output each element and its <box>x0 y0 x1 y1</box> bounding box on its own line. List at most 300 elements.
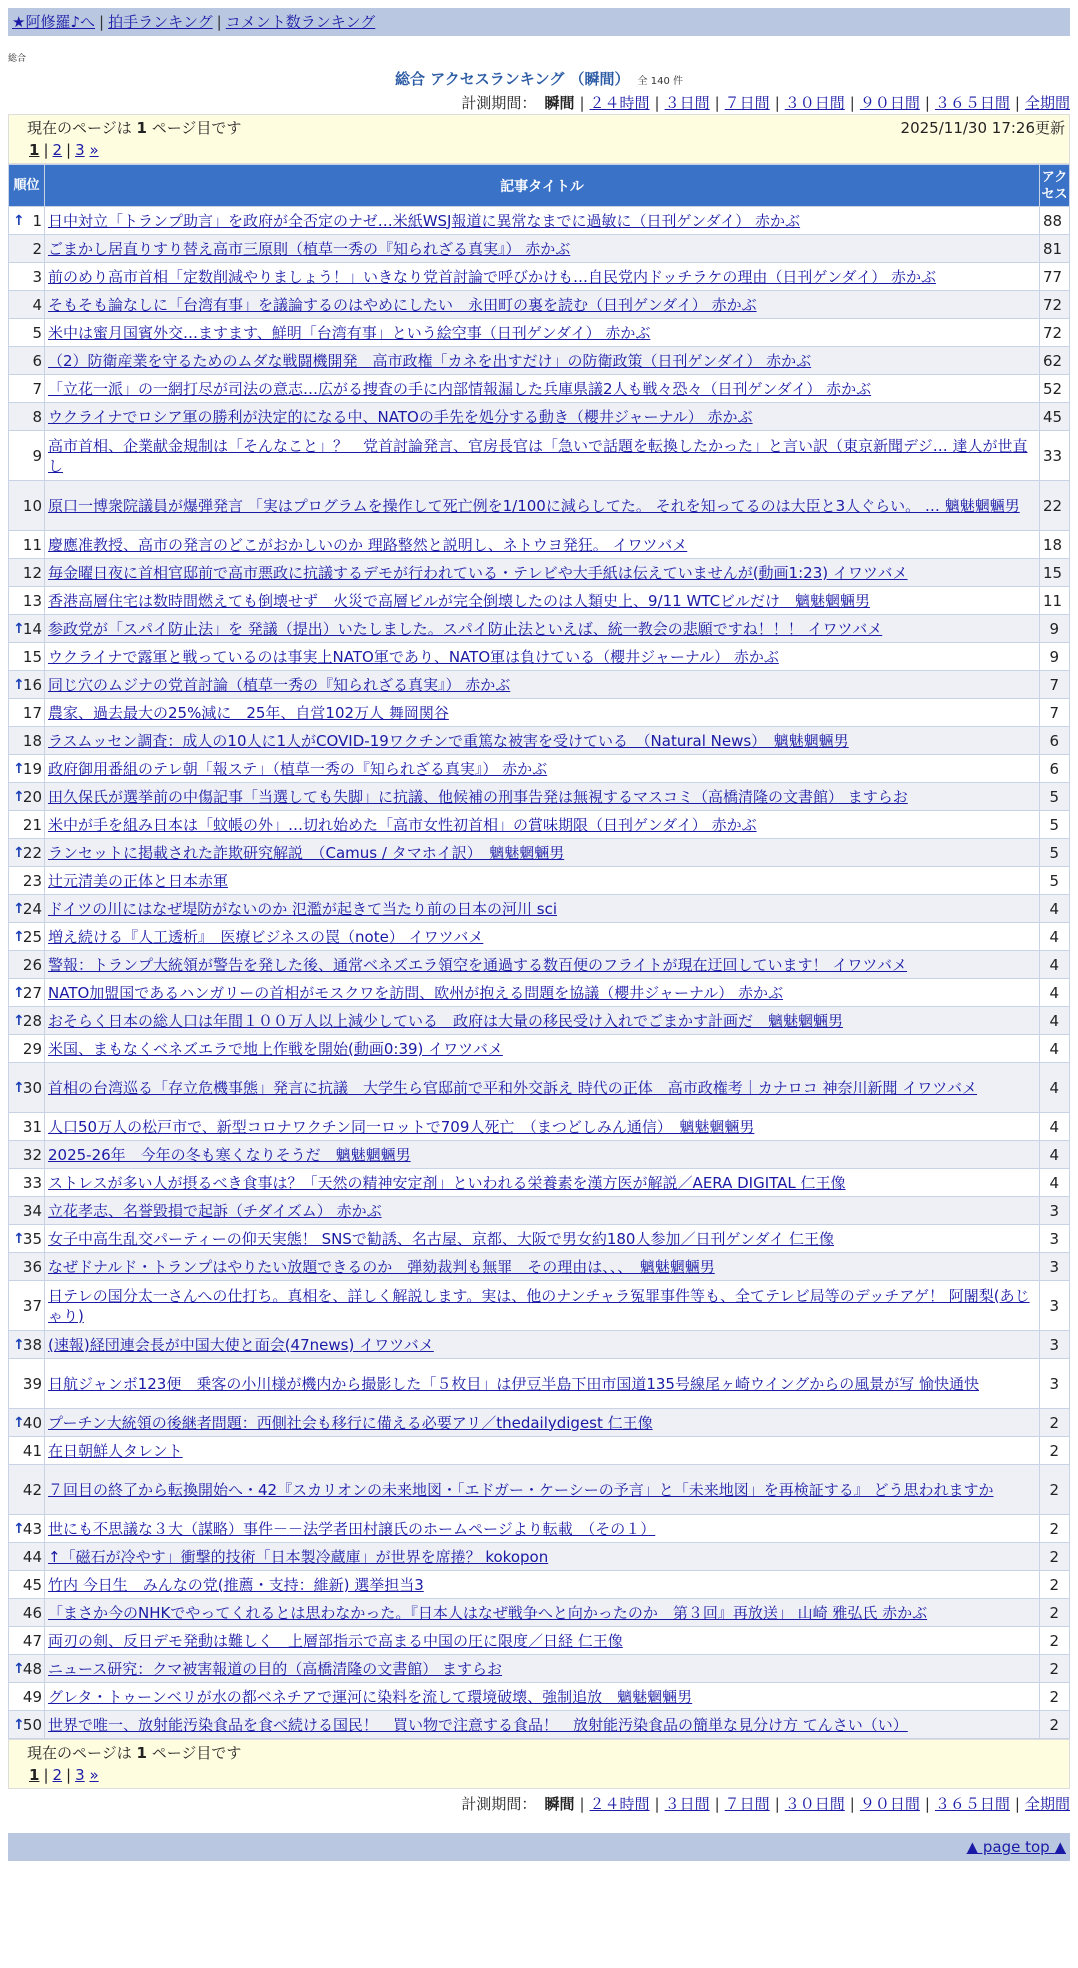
access-count: 62 <box>1040 347 1070 375</box>
title-cell <box>45 1599 1040 1627</box>
title-cell <box>45 207 1040 235</box>
table-row <box>9 235 1070 263</box>
period-link-4[interactable]: ９０日間 <box>859 1795 920 1813</box>
article-title-link[interactable]: 米中が手を組み日本は「蚊帳の外」…切れ始めた「高市女性初首相」の賞味期限（日刊ゲンダイ） 赤かぶ <box>48 815 757 834</box>
title-cell <box>45 1331 1040 1359</box>
rank-cell <box>9 1437 45 1465</box>
rank-number: 18 <box>22 731 42 750</box>
rank-number: 11 <box>22 535 42 554</box>
access-count: 2 <box>1040 1515 1070 1543</box>
period-link-6[interactable]: 全期間 <box>1024 1795 1070 1813</box>
title-cell <box>45 347 1040 375</box>
access-count: 6 <box>1040 727 1070 755</box>
period-link-0[interactable]: ２４時間 <box>589 94 650 112</box>
article-title-link[interactable]: なぜドナルド・トランプはやりたい放題できるのか 弾劾裁判も無罪 その理由は、、、 魑魅魍魎男 <box>48 1257 715 1276</box>
table-row <box>9 1359 1070 1409</box>
table-row <box>9 1711 1070 1739</box>
access-count: 2 <box>1040 1543 1070 1571</box>
article-title-link[interactable]: そもそも論なしに「台湾有事」を議論するのはやめにしたい 永田町の裏を読む（日刊ゲンダイ） 赤かぶ <box>48 295 757 314</box>
rank-number: 16 <box>22 675 42 694</box>
rank-cell <box>9 319 45 347</box>
pager-page-2[interactable]: 2 <box>52 1766 63 1784</box>
rank-cell <box>9 207 45 235</box>
up-arrow-icon: ↑ <box>13 212 25 229</box>
rank-cell <box>9 1571 45 1599</box>
period-link-3[interactable]: ３０日間 <box>784 94 845 112</box>
pager-next[interactable]: » <box>89 141 99 159</box>
article-title-link[interactable]: 慶應准教授、高市の発言のどこがおかしいのか 理路整然と説明し、ネトウヨ発狂。 イワツバメ <box>48 535 688 554</box>
access-count: 4 <box>1040 951 1070 979</box>
article-title-link[interactable]: 田久保氏が選挙前の中傷記事「当選しても失脚」に抗議、他候補の刑事告発は無視するマスコミ（高橋清隆の文書館） ますらお <box>48 787 908 806</box>
title-cell <box>45 1465 1040 1515</box>
title-cell <box>45 1063 1040 1113</box>
rank-number: 22 <box>22 843 42 862</box>
up-arrow-icon: ↑ <box>13 1230 25 1247</box>
current-page-prefix: 現在のページは <box>27 1744 132 1762</box>
title-cell <box>45 951 1040 979</box>
up-arrow-icon: ↑ <box>13 1336 25 1353</box>
home-link[interactable]: ★阿修羅♪へ <box>12 13 96 31</box>
pager-page-2[interactable]: 2 <box>52 141 63 159</box>
article-title-link[interactable]: 世にも不思議な３大（謀略）事件－－法学者田村譲氏のホームページより転載 （その１） <box>48 1519 656 1538</box>
rank-number: 23 <box>22 871 42 890</box>
current-page-number: 1 <box>136 1744 147 1762</box>
rank-number: 8 <box>32 407 42 426</box>
rank-cell <box>9 1515 45 1543</box>
article-title-link[interactable]: 高市首相、企業献金規制は「そんなこと」？ 党首討論発言、官房長官は「急いで話題を転換したかった」と言い訳（東京新聞デジ… 達人が世直し <box>48 436 1028 475</box>
table-row <box>9 1169 1070 1197</box>
col-rank-header <box>9 165 45 207</box>
title-cell <box>45 403 1040 431</box>
title-cell <box>45 431 1040 481</box>
pager-separator: | <box>43 141 49 159</box>
access-count: 7 <box>1040 671 1070 699</box>
table-row <box>9 1599 1070 1627</box>
footer-bar <box>8 1833 1070 1861</box>
rank-number: 34 <box>22 1201 42 1220</box>
access-count: 77 <box>1040 263 1070 291</box>
table-row <box>9 867 1070 895</box>
article-title-link[interactable]: ↑「磁石が冷やす」衝撃的技術「日本製冷蔵庫」が世界を席捲？ kokopon <box>48 1547 549 1566</box>
article-title-link[interactable]: ウクライナでロシア軍の勝利が決定的になる中、NATOの手先を処分する動き（櫻井ジャーナル） 赤かぶ <box>48 407 753 426</box>
title-cell <box>45 1197 1040 1225</box>
rank-cell <box>9 1007 45 1035</box>
period-link-5[interactable]: ３６５日間 <box>934 1795 1010 1813</box>
title-cell <box>45 235 1040 263</box>
period-current: 瞬間 <box>544 1795 575 1813</box>
period-selector-top <box>8 92 1070 114</box>
table-header-row <box>9 165 1070 207</box>
table-row <box>9 923 1070 951</box>
access-count: 9 <box>1040 615 1070 643</box>
up-arrow-icon: ↑ <box>13 676 25 693</box>
title-cell <box>45 923 1040 951</box>
table-row <box>9 347 1070 375</box>
article-title-link[interactable]: 政府御用番組のテレ朝「報ステ」（植草一秀の『知られざる真実』） 赤かぶ <box>48 759 548 778</box>
rank-cell <box>9 1225 45 1253</box>
period-link-5[interactable]: ３６５日間 <box>934 94 1010 112</box>
article-title-link[interactable]: NATO加盟国であるハンガリーの首相がモスクワを訪問、欧州が抱える問題を協議（櫻井ジャーナル） 赤かぶ <box>48 983 784 1002</box>
rank-number: 33 <box>22 1173 42 1192</box>
rank-cell <box>9 671 45 699</box>
nav-separator: | <box>99 13 105 31</box>
rank-cell <box>9 979 45 1007</box>
access-count: 33 <box>1040 431 1070 481</box>
table-row <box>9 1063 1070 1113</box>
article-title-link[interactable]: 米中は蜜月国賓外交…ますます、鮮明「台湾有事」という絵空事（日刊ゲンダイ） 赤かぶ <box>48 323 651 342</box>
access-count: 4 <box>1040 895 1070 923</box>
article-title-link[interactable]: ドイツの川にはなぜ堤防がないのか 氾濫が起きて当たり前の日本の河川 sci <box>48 899 558 918</box>
rank-cell <box>9 1331 45 1359</box>
access-count: 52 <box>1040 375 1070 403</box>
rank-number: 15 <box>22 647 42 666</box>
table-row <box>9 1437 1070 1465</box>
period-separator: | <box>849 1795 855 1813</box>
access-count: 2 <box>1040 1711 1070 1739</box>
period-link-6[interactable]: 全期間 <box>1024 94 1070 112</box>
rank-number: 49 <box>22 1687 42 1706</box>
table-row <box>9 671 1070 699</box>
title-cell <box>45 1683 1040 1711</box>
table-row <box>9 403 1070 431</box>
up-arrow-icon: ↑ <box>13 1660 25 1677</box>
rank-cell <box>9 559 45 587</box>
article-title-link[interactable]: 同じ穴のムジナの党首討論（植草一秀の『知られざる真実』） 赤かぶ <box>48 675 511 694</box>
applause-ranking-link[interactable]: 拍手ランキング <box>108 13 213 31</box>
ranking-table <box>8 164 1070 1739</box>
table-row <box>9 375 1070 403</box>
comment-ranking-link[interactable]: コメント数ランキング <box>225 13 376 31</box>
title-cell <box>45 1711 1040 1739</box>
rank-number: 43 <box>22 1519 42 1538</box>
access-count: 5 <box>1040 867 1070 895</box>
table-row <box>9 1141 1070 1169</box>
period-link-1[interactable]: ３日間 <box>664 94 710 112</box>
pager-separator: | <box>66 141 72 159</box>
up-arrow-icon: ↑ <box>13 1716 25 1733</box>
rank-number: 44 <box>22 1547 42 1566</box>
table-row <box>9 559 1070 587</box>
access-count: 2 <box>1040 1627 1070 1655</box>
access-count: 2 <box>1040 1571 1070 1599</box>
access-count: 4 <box>1040 1007 1070 1035</box>
article-title-link[interactable]: 立花孝志、名誉毀損で起訴（チダイズム） 赤かぶ <box>48 1201 382 1220</box>
table-row <box>9 263 1070 291</box>
article-title-link[interactable]: ７回目の終了から転換開始へ・42『スカリオンの未来地図・「エドガー・ケーシーの予言」と「未来地図」を再検証する』 どう思われますか <box>48 1480 994 1499</box>
title-cell <box>45 531 1040 559</box>
table-row <box>9 1465 1070 1515</box>
title-cell <box>45 643 1040 671</box>
period-separator: | <box>924 94 930 112</box>
title-cell <box>45 587 1040 615</box>
period-separator: | <box>714 1795 720 1813</box>
title-cell <box>45 1437 1040 1465</box>
rank-number: 39 <box>22 1374 42 1393</box>
period-separator: | <box>774 94 780 112</box>
access-count: 3 <box>1040 1331 1070 1359</box>
col-access-label: アクセス <box>1041 169 1068 202</box>
category-label: 総合 <box>8 54 27 64</box>
rank-number: 13 <box>22 591 42 610</box>
rank-number: 7 <box>32 379 42 398</box>
article-title-link[interactable]: 参政党が「スパイ防止法」を 発議（提出）いたしました。スパイ防止法といえば、統一教会の悲願ですね！！！ イワツバメ <box>48 619 883 638</box>
rank-cell <box>9 1169 45 1197</box>
access-count: 5 <box>1040 839 1070 867</box>
table-row <box>9 1543 1070 1571</box>
rank-cell <box>9 481 45 531</box>
pager-current: 1 <box>29 141 40 159</box>
rank-number: 5 <box>32 323 42 342</box>
rank-cell <box>9 1409 45 1437</box>
current-page-number: 1 <box>136 119 147 137</box>
title-cell <box>45 895 1040 923</box>
article-title-link[interactable]: ラスムッセン調査：成人の10人に1人がCOVID-19ワクチンで重篤な被害を受けている （Natural News） 魑魅魍魎男 <box>48 731 849 750</box>
period-separator: | <box>1014 94 1020 112</box>
rank-number: 40 <box>22 1413 42 1432</box>
article-title-link[interactable]: 毎金曜日夜に首相官邸前で高市悪政に抗議するデモが行われている・テレビや大手紙は伝えていませんが(動画1:23) イワツバメ <box>48 563 908 582</box>
article-title-link[interactable]: プーチン大統領の後継者問題：西側社会も移行に備える必要アリ／thedailydigest 仁王像 <box>48 1413 653 1432</box>
table-row <box>9 319 1070 347</box>
pager-top <box>29 139 1069 161</box>
pager-current: 1 <box>29 1766 40 1784</box>
rank-number: 21 <box>22 815 42 834</box>
rank-number: 17 <box>22 703 42 722</box>
article-title-link[interactable]: （2）防衛産業を守るためのムダな戦闘機開発 高市政権「カネを出すだけ」の防衛政策（日刊ゲンダイ） 赤かぶ <box>48 351 812 370</box>
access-count: 2 <box>1040 1437 1070 1465</box>
table-row <box>9 431 1070 481</box>
access-count: 18 <box>1040 531 1070 559</box>
title-cell <box>45 1225 1040 1253</box>
current-page-suffix: ページ目です <box>151 119 242 137</box>
article-title-link[interactable]: おそらく日本の総人口は年間１００万人以上減少している 政府は大量の移民受け入れでごまかす計画だ 魑魅魍魎男 <box>48 1011 844 1030</box>
rank-cell <box>9 1253 45 1281</box>
period-label: 計測期間： <box>461 94 537 112</box>
up-arrow-icon: ↑ <box>13 1520 25 1537</box>
rank-cell <box>9 811 45 839</box>
title-cell <box>45 1007 1040 1035</box>
rank-number: 46 <box>22 1603 42 1622</box>
title-cell <box>45 319 1040 347</box>
article-title-link[interactable]: 両刃の剣、反日デモ発動は難しく 上層部指示で高まる中国の圧に限度／日経 仁王像 <box>48 1631 623 1650</box>
rank-number: 25 <box>22 927 42 946</box>
article-title-link[interactable]: 首相の台湾巡る「存立危機事態」発言に抗議 大学生ら官邸前で平和外交訴え 時代の正体 高市政権考｜カナロコ 神奈川新聞 イワツバメ <box>48 1078 978 1097</box>
rank-cell <box>9 1359 45 1409</box>
period-selector-bottom <box>8 1793 1070 1815</box>
table-row <box>9 839 1070 867</box>
article-title-link[interactable]: 在日朝鮮人タレント <box>48 1441 183 1460</box>
table-row <box>9 1683 1070 1711</box>
article-title-link[interactable]: 原口一博衆院議員が爆弾発言 「実はプログラムを操作して死亡例を1/100に減らしてた。 それを知ってるのは大臣と3人ぐらい。 … 魑魅魍魎男 <box>48 496 1020 515</box>
title-cell <box>45 671 1040 699</box>
article-title-link[interactable]: 辻元清美の正体と日本赤軍 <box>48 871 229 890</box>
rank-cell <box>9 839 45 867</box>
table-row <box>9 1331 1070 1359</box>
rank-number: 2 <box>32 239 42 258</box>
article-title-link[interactable]: グレタ・トゥーンベリが水の都ベネチアで運河に染料を流して環境破壊、強制追放 魑魅魍魎男 <box>48 1687 693 1706</box>
rank-number: 19 <box>22 759 42 778</box>
article-title-link[interactable]: 「立花一派」の一網打尽が司法の意志…広がる捜査の手に内部情報漏した兵庫県議2人も戦々恐々（日刊ゲンダイ） 赤かぶ <box>48 379 872 398</box>
period-link-4[interactable]: ９０日間 <box>859 94 920 112</box>
rank-number: 32 <box>22 1145 42 1164</box>
rank-cell <box>9 1465 45 1515</box>
article-title-link[interactable]: 2025-26年 今年の冬も寒くなりそうだ 魑魅魍魎男 <box>48 1145 411 1164</box>
current-page-suffix: ページ目です <box>151 1744 242 1762</box>
pager-page-3[interactable]: 3 <box>75 1766 85 1784</box>
rank-cell <box>9 347 45 375</box>
up-arrow-icon: ↑ <box>13 900 25 917</box>
article-title-link[interactable]: 日航ジャンボ123便 乗客の小川様が機内から撮影した「５枚目」は伊豆半島下田市国道135号線尾ヶ崎ウイングからの風景が写 愉快通快 <box>48 1374 979 1393</box>
article-title-link[interactable]: ランセットに掲載された詐欺研究解説 （Camus / タマホイ訳） 魑魅魍魎男 <box>48 843 565 862</box>
article-title-link[interactable]: ストレスが多い人が摂るべき食事は？「天然の精神安定剤」といわれる栄養素を漢方医が解説／AERA DIGITAL 仁王像 <box>48 1173 846 1192</box>
rank-number: 9 <box>32 446 42 465</box>
title-cell <box>45 1359 1040 1409</box>
access-count: 3 <box>1040 1197 1070 1225</box>
up-arrow-icon: ↑ <box>13 928 25 945</box>
updated-timestamp: 2025/11/30 17:26更新 <box>900 119 1065 137</box>
table-row <box>9 811 1070 839</box>
table-row <box>9 1035 1070 1063</box>
col-rank-label: 順位 <box>13 178 40 193</box>
access-count: 88 <box>1040 207 1070 235</box>
page-top-link[interactable]: ▲ page top ▲ <box>966 1838 1066 1856</box>
article-title-link[interactable]: 農家、過去最大の25%減に 25年、自営102万人 舞岡関谷 <box>48 703 449 722</box>
access-count: 2 <box>1040 1655 1070 1683</box>
article-title-link[interactable]: 日中対立「トランプ助言」を政府が全否定のナゼ…米紙WSJ報道に異常なまでに過敏に（日刊ゲンダイ） 赤かぶ <box>48 211 801 230</box>
rank-cell <box>9 895 45 923</box>
rank-cell <box>9 699 45 727</box>
access-count: 81 <box>1040 235 1070 263</box>
title-cell <box>45 1543 1040 1571</box>
title-cell <box>45 979 1040 1007</box>
table-row <box>9 481 1070 531</box>
up-arrow-icon: ↑ <box>13 788 25 805</box>
current-page-text <box>27 1742 1069 1764</box>
rank-number: 24 <box>22 899 42 918</box>
title-cell <box>45 727 1040 755</box>
rank-cell <box>9 643 45 671</box>
title-cell <box>45 811 1040 839</box>
access-count: 4 <box>1040 1113 1070 1141</box>
title-cell <box>45 699 1040 727</box>
table-row <box>9 587 1070 615</box>
table-row <box>9 727 1070 755</box>
period-separator: | <box>654 94 660 112</box>
period-link-1[interactable]: ３日間 <box>664 1795 710 1813</box>
access-count: 4 <box>1040 1035 1070 1063</box>
article-title-link[interactable]: ニュース研究：クマ被害報道の目的（高橋清隆の文書館） ますらお <box>48 1659 503 1678</box>
article-title-link[interactable]: 香港高層住宅は数時間燃えても倒壊せず 火災で高層ビルが完全倒壊したのは人類史上、9/11 WTCビルだけ 魑魅魍魎男 <box>48 591 871 610</box>
article-title-link[interactable]: 「まさか今のNHKでやってくれるとは思わなかった。『日本人はなぜ戦争へと向かったのか 第３回』再放送」 山崎 雅弘氏 赤かぶ <box>48 1603 928 1622</box>
pager-bottom <box>29 1764 1069 1786</box>
rank-number: 47 <box>22 1631 42 1650</box>
article-title-link[interactable]: ごまかし居直りすり替え高市三原則（植草一秀の『知られざる真実』） 赤かぶ <box>48 239 571 258</box>
access-count: 4 <box>1040 979 1070 1007</box>
access-count: 4 <box>1040 1141 1070 1169</box>
table-row <box>9 207 1070 235</box>
rank-number: 4 <box>32 295 42 314</box>
period-link-2[interactable]: ７日間 <box>724 94 770 112</box>
col-title-label: 記事タイトル <box>500 178 584 195</box>
access-count: 2 <box>1040 1683 1070 1711</box>
article-title-link[interactable]: 日テレの国分太一さんへの仕打ち。真相を、詳しく解説します。実は、他のナンチャラ冤罪事件等も、全てテレビ局等のデッチアゲ！ 阿闍梨(あじゃり) <box>48 1286 1030 1325</box>
access-count: 2 <box>1040 1599 1070 1627</box>
article-title-link[interactable]: 人口50万人の松戸市で、新型コロナワクチン同一ロットで709人死亡 （まつどしみん通信） 魑魅魍魎男 <box>48 1117 755 1136</box>
rank-cell <box>9 263 45 291</box>
access-count: 15 <box>1040 559 1070 587</box>
pager-page-3[interactable]: 3 <box>75 141 85 159</box>
title-cell <box>45 1627 1040 1655</box>
article-title-link[interactable]: 前のめり高市首相「定数削減やりましょう！」いきなり党首討論で呼びかけも…自民党内ドッチラケの理由（日刊ゲンダイ） 赤かぶ <box>48 267 936 286</box>
rank-number: 12 <box>22 563 42 582</box>
rank-cell <box>9 951 45 979</box>
title-cell <box>45 1253 1040 1281</box>
rank-number: 48 <box>22 1659 42 1678</box>
period-current: 瞬間 <box>544 94 575 112</box>
rank-cell <box>9 615 45 643</box>
period-link-0[interactable]: ２４時間 <box>589 1795 650 1813</box>
rank-cell <box>9 727 45 755</box>
access-count: 45 <box>1040 403 1070 431</box>
title-cell <box>45 1035 1040 1063</box>
access-count: 22 <box>1040 481 1070 531</box>
access-count: 2 <box>1040 1409 1070 1437</box>
rank-number: 1 <box>32 211 42 230</box>
table-row <box>9 1007 1070 1035</box>
up-arrow-icon: ↑ <box>13 760 25 777</box>
rank-cell <box>9 1035 45 1063</box>
access-count: 3 <box>1040 1225 1070 1253</box>
nav-separator: | <box>216 13 222 31</box>
rank-cell <box>9 1141 45 1169</box>
title-cell <box>45 839 1040 867</box>
article-title-link[interactable]: 増え続ける『人工透析』 医療ビジネスの罠（note） イワツバメ <box>48 927 484 946</box>
article-title-link[interactable]: (速報)経団連会長が中国大使と面会(47news) イワツバメ <box>48 1335 434 1354</box>
rank-cell <box>9 375 45 403</box>
access-count: 9 <box>1040 643 1070 671</box>
article-title-link[interactable]: ウクライナで露軍と戦っているのは事実上NATO軍であり、NATO軍は負けている（櫻井ジャーナル） 赤かぶ <box>48 647 779 666</box>
rank-cell <box>9 1599 45 1627</box>
rank-cell <box>9 403 45 431</box>
period-link-3[interactable]: ３０日間 <box>784 1795 845 1813</box>
up-arrow-icon: ↑ <box>13 1414 25 1431</box>
table-row <box>9 1253 1070 1281</box>
period-separator: | <box>579 94 585 112</box>
pager-next[interactable]: » <box>89 1766 99 1784</box>
rank-cell <box>9 923 45 951</box>
period-link-2[interactable]: ７日間 <box>724 1795 770 1813</box>
rank-cell <box>9 587 45 615</box>
rank-number: 36 <box>22 1257 42 1276</box>
table-row <box>9 291 1070 319</box>
article-title-link[interactable]: 女子中高生乱交パーティーの仰天実態！ SNSで勧誘、名古屋、京都、大阪で男女約180人参加／日刊ゲンダイ 仁王像 <box>48 1229 835 1248</box>
current-page-prefix: 現在のページは <box>27 119 132 137</box>
article-title-link[interactable]: 世界で唯一、放射能汚染食品を食べ続ける国民！ 買い物で注意する食品！ 放射能汚染食品の簡単な見分け方 てんさい（い） <box>48 1715 908 1734</box>
article-title-link[interactable]: 米国、まもなくベネズエラで地上作戦を開始(動画0:39) イワツバメ <box>48 1039 503 1058</box>
title-cell <box>45 1113 1040 1141</box>
article-title-link[interactable]: 警報：トランプ大統領が警告を発した後、通常ベネズエラ領空を通過する数百便のフライトが現在迂回しています！ イワツバメ <box>48 955 908 974</box>
rank-number: 42 <box>22 1480 42 1499</box>
access-count: 5 <box>1040 811 1070 839</box>
top-nav <box>8 8 1070 36</box>
table-row <box>9 1409 1070 1437</box>
title-cell <box>45 481 1040 531</box>
page-info-top <box>8 114 1070 164</box>
page-title <box>8 70 1070 88</box>
rank-cell <box>9 1113 45 1141</box>
table-row <box>9 1113 1070 1141</box>
title-cell <box>45 1655 1040 1683</box>
article-title-link[interactable]: 竹内 今日生 みんなの党(推薦・支持：維新) 選挙担当3 <box>48 1575 424 1594</box>
